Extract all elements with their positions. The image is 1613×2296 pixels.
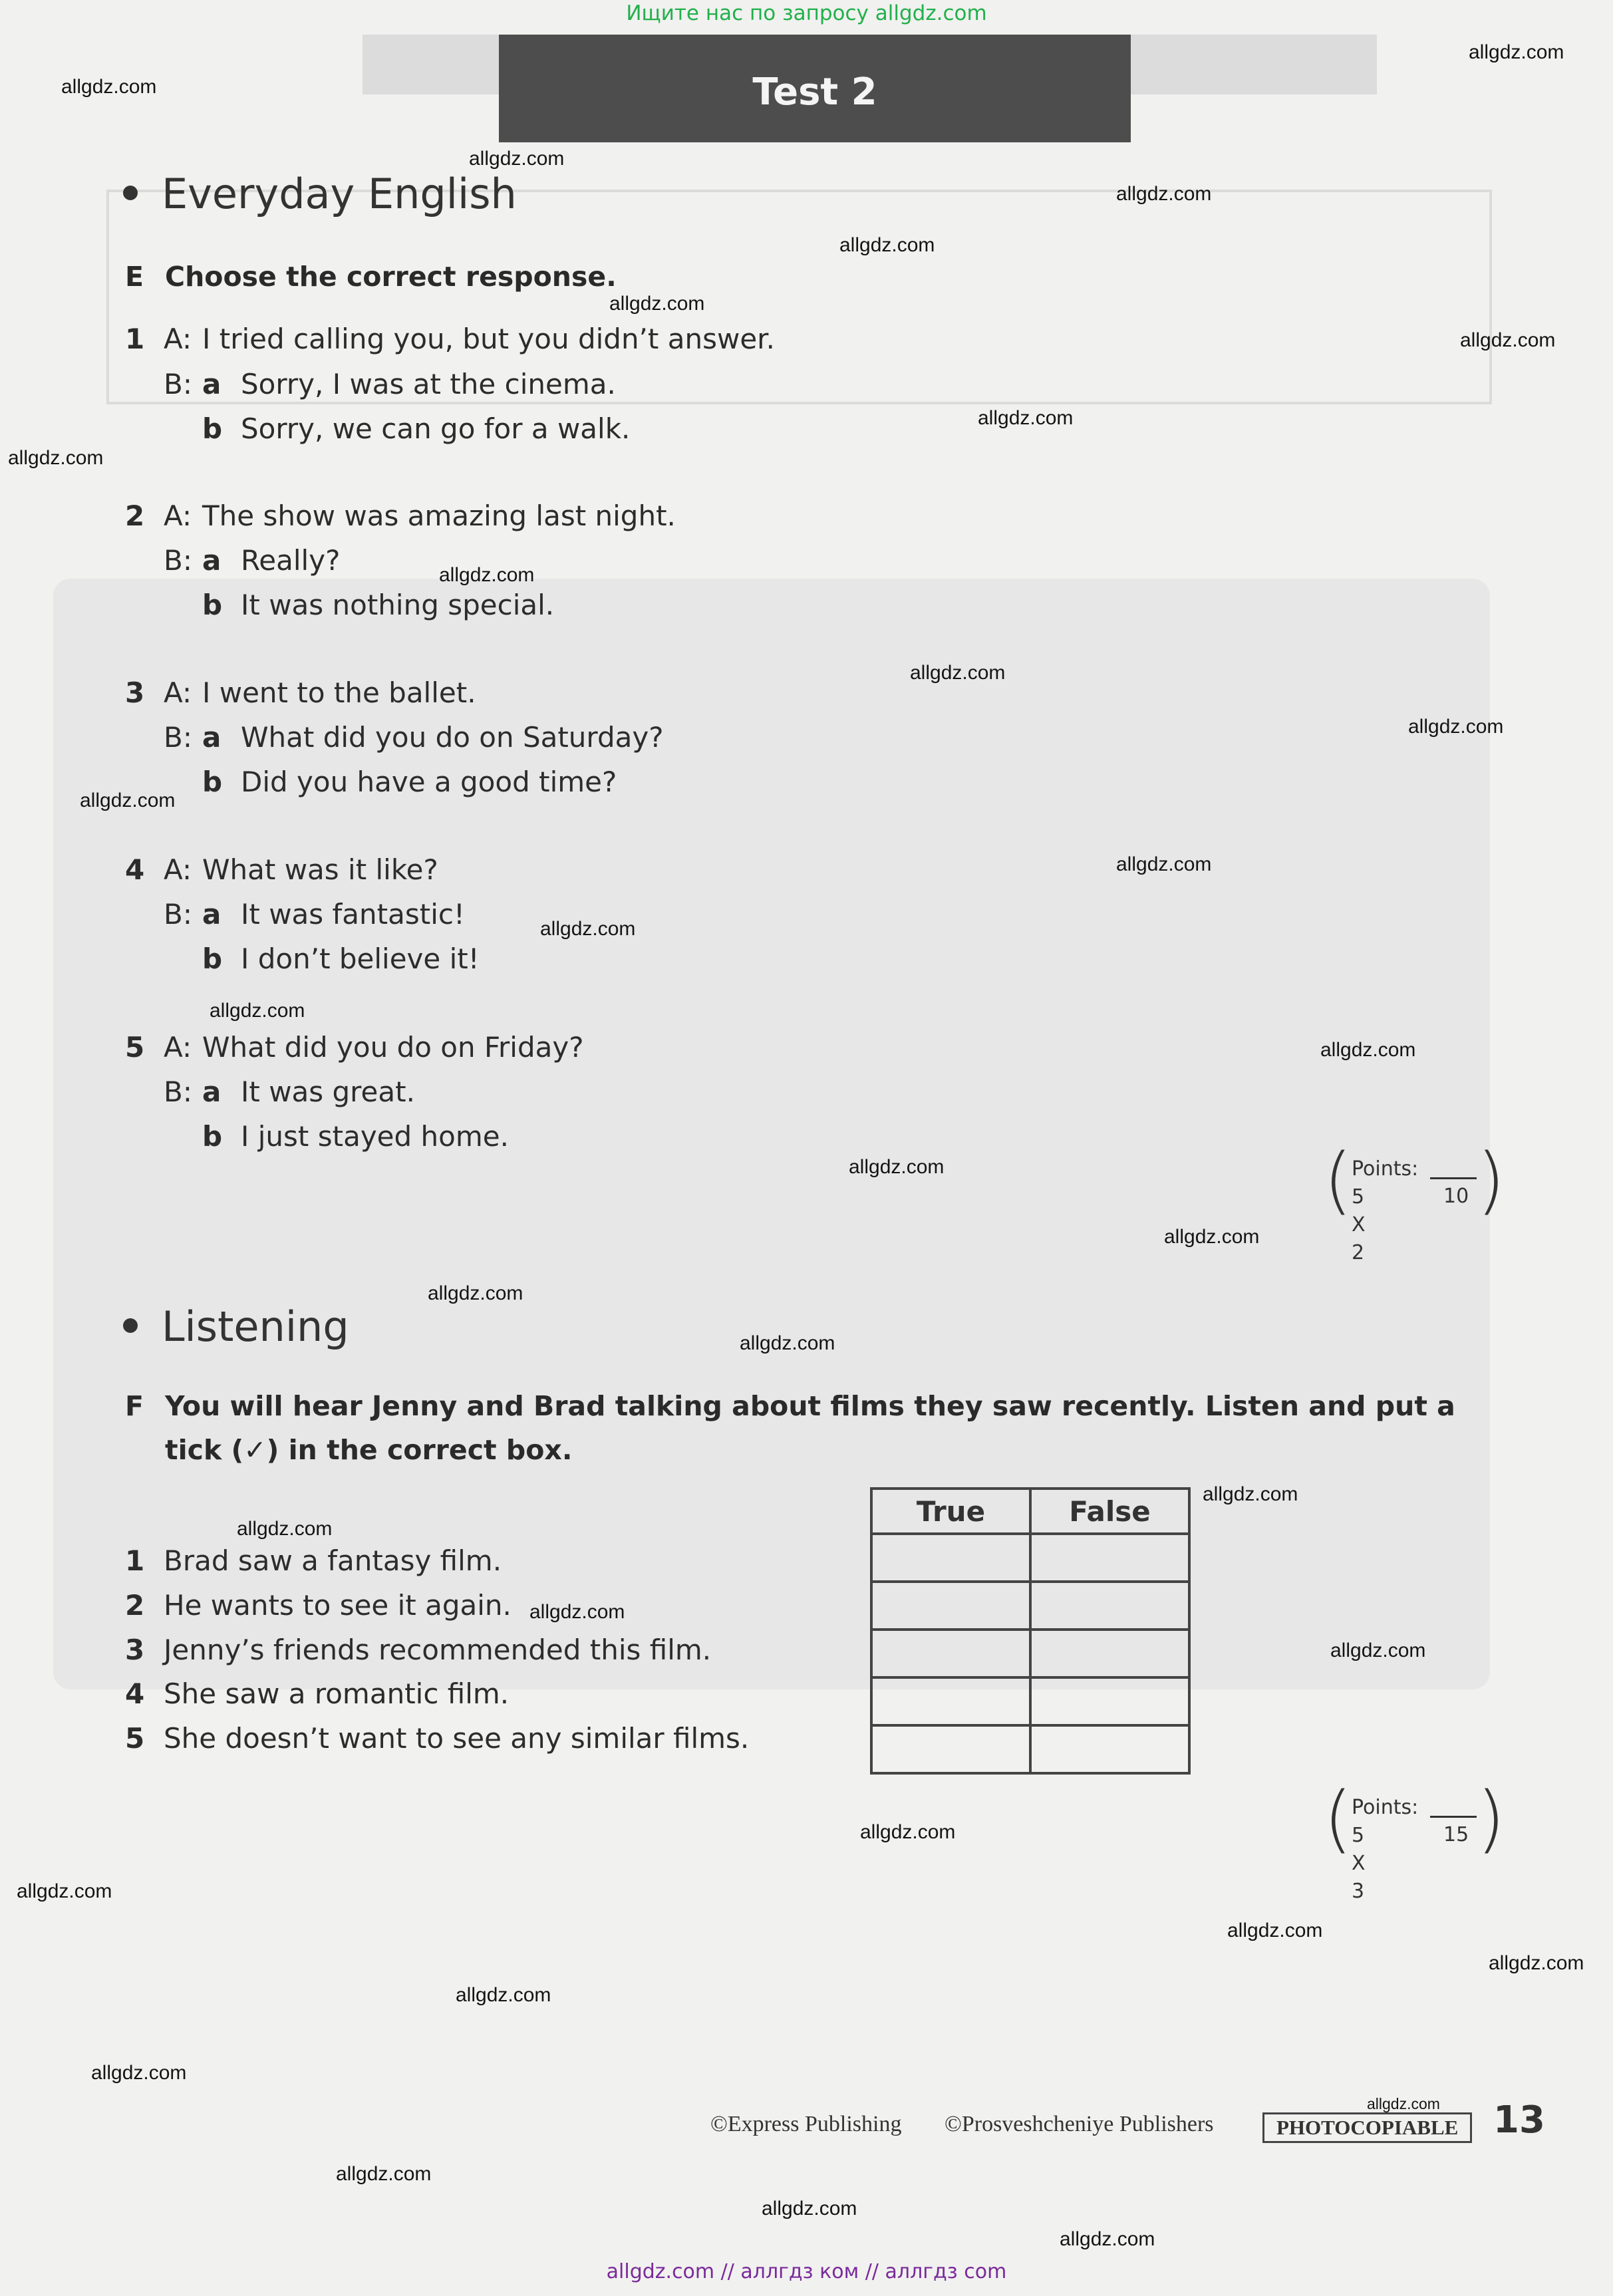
watermark: allgdz.com <box>1060 2228 1155 2250</box>
watermark: allgdz.com <box>210 1000 305 1022</box>
bullet-icon <box>123 1318 138 1333</box>
true-box-1[interactable] <box>871 1534 1030 1582</box>
true-header: True <box>871 1489 1030 1534</box>
watermark: allgdz.com <box>91 2062 187 2084</box>
false-box-4[interactable] <box>1030 1677 1189 1725</box>
watermark: allgdz.com <box>839 234 935 256</box>
true-box-4[interactable] <box>871 1677 1030 1725</box>
page-number: 13 <box>1493 2098 1545 2142</box>
watermark: allgdz.com <box>540 918 636 940</box>
watermark: allgdz.com <box>1460 329 1556 351</box>
watermark: allgdz.com <box>428 1282 523 1304</box>
watermark: allgdz.com <box>1367 2095 1440 2112</box>
bleed-through-bar-right <box>1131 35 1377 94</box>
watermark: allgdz.com <box>1116 853 1212 875</box>
bottom-site-banner[interactable]: allgdz.com // аллгдз ком // аллгдз com <box>606 2260 1007 2283</box>
false-box-2[interactable] <box>1030 1582 1189 1630</box>
watermark: allgdz.com <box>80 789 176 811</box>
test-title: Test 2 <box>752 71 877 114</box>
watermark: allgdz.com <box>978 407 1074 429</box>
statement-4: 4 She saw a romantic film. <box>125 1677 510 1710</box>
false-box-5[interactable] <box>1030 1725 1189 1773</box>
bleed-through-bar-left <box>363 35 499 94</box>
watermark: allgdz.com <box>1408 716 1504 738</box>
top-search-banner[interactable]: Ищите нас по запросу allgdz.com <box>626 1 987 25</box>
publisher-express: ©Express Publishing <box>710 2112 902 2136</box>
watermark: allgdz.com <box>8 447 104 469</box>
test-header-bar <box>499 35 1131 142</box>
bullet-icon <box>123 186 138 200</box>
watermark: allgdz.com <box>1489 1952 1584 1974</box>
section-e-instruction: E Choose the correct response. <box>125 261 617 293</box>
section-title-everyday-english: Everyday English <box>123 170 517 218</box>
watermark: allgdz.com <box>910 662 1006 684</box>
watermark: allgdz.com <box>469 148 565 170</box>
statement-2: 2 He wants to see it again. <box>125 1589 512 1622</box>
watermark: allgdz.com <box>762 2198 857 2220</box>
false-box-3[interactable] <box>1030 1630 1189 1677</box>
watermark: allgdz.com <box>456 1984 551 2006</box>
watermark: allgdz.com <box>336 2163 432 2185</box>
true-false-table <box>870 1487 1191 1775</box>
watermark: allgdz.com <box>1203 1483 1298 1505</box>
watermark: allgdz.com <box>1227 1920 1323 1941</box>
watermark: allgdz.com <box>439 564 535 586</box>
watermark: allgdz.com <box>237 1518 333 1540</box>
watermark: allgdz.com <box>740 1332 835 1354</box>
true-box-5[interactable] <box>871 1725 1030 1773</box>
watermark: allgdz.com <box>1320 1039 1416 1061</box>
section-f-instruction: F You will hear Jenny and Brad talking about films they saw recently. Listen and put a tick (✓) in the correct box. <box>125 1390 1455 1466</box>
statement-5: 5 She doesn’t want to see any similar films. <box>125 1722 750 1755</box>
false-box-1[interactable] <box>1030 1534 1189 1582</box>
watermark: allgdz.com <box>1469 41 1564 63</box>
watermark: allgdz.com <box>1330 1640 1426 1661</box>
watermark: allgdz.com <box>529 1601 625 1623</box>
watermark: allgdz.com <box>1164 1226 1260 1248</box>
section-title-listening: Listening <box>123 1302 349 1351</box>
true-box-2[interactable] <box>871 1582 1030 1630</box>
watermark: allgdz.com <box>1116 183 1212 205</box>
watermark: allgdz.com <box>860 1821 956 1843</box>
watermark: allgdz.com <box>61 76 157 98</box>
false-header: False <box>1030 1489 1189 1534</box>
publisher-prosveshcheniye: ©Prosveshcheniye Publishers <box>945 2112 1214 2136</box>
true-box-3[interactable] <box>871 1630 1030 1677</box>
watermark: allgdz.com <box>849 1156 945 1178</box>
watermark: allgdz.com <box>17 1880 112 1902</box>
watermark: allgdz.com <box>609 293 705 315</box>
statement-3: 3 Jenny’s friends recommended this film. <box>125 1634 712 1666</box>
statement-1: 1 Brad saw a fantasy film. <box>125 1544 502 1577</box>
photocopiable-badge: PHOTOCOPIABLE <box>1262 2112 1472 2143</box>
